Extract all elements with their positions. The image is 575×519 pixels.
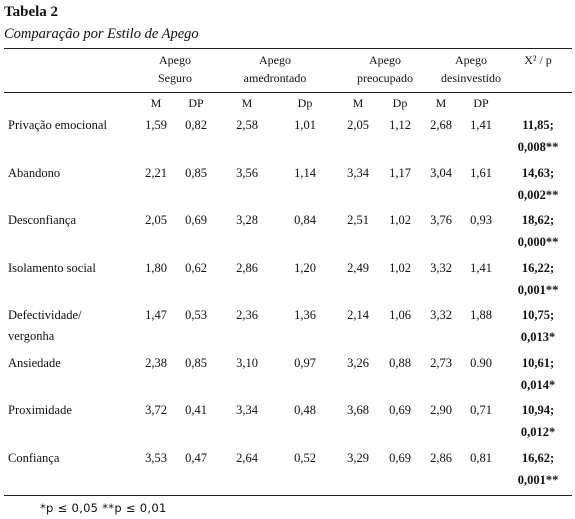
table-cell: 1,01 [294,118,316,132]
table-cell: 3,10 [236,355,258,370]
table-cell: 0,41 [185,403,207,417]
row-label: Privação emocional [8,118,107,132]
table-cell: 0,69 [185,213,207,227]
table-cell: 0,69 [389,403,411,417]
table-cell: 2,05 [347,118,369,132]
table-cell: 0,82 [185,118,207,132]
table-cell: 2,68 [430,118,452,132]
table-cell: 0,71 [470,403,492,417]
chi-square-value: 16,62; [521,450,555,465]
subheader-cell: M [241,96,253,110]
table-cell: 1,20 [294,260,316,275]
row-label: Proximidade [8,403,72,417]
table-cell: 3,28 [236,213,258,227]
subheader-cell: DP [188,96,204,110]
table-cell: 1,47 [145,308,167,322]
p-value: 0,013* [520,330,556,344]
table-cell: 0,88 [389,355,411,370]
table-cell: 1,36 [294,308,316,322]
table-cell: 1,41 [470,118,492,132]
table-cell: 2,05 [145,213,167,227]
table-cell: 1,17 [389,165,411,180]
table-cell: 2,90 [430,403,452,417]
chi-square-value: 18,62; [521,213,555,227]
group-header-line2: preocupado [357,71,413,85]
chi-square-value: 14,63; [521,165,555,180]
table-cell: 0,97 [294,355,316,370]
table-cell: 2,86 [236,260,258,275]
table-cell: 2,38 [145,355,167,370]
bottom-rule [4,495,572,496]
table-cell: 3,04 [430,165,452,180]
group-header-line1: Apego [455,53,487,67]
subheader-cell: M [435,96,447,110]
p-value: 0,014* [520,377,556,392]
table-cell: 0,48 [294,403,316,417]
table-cell: 3,76 [430,213,452,227]
row-label-continued: vergonha [8,329,55,343]
table-cell: 3,34 [347,165,369,180]
subheader-cell: M [352,96,364,110]
table-cell: 2,51 [347,213,369,227]
group-header-line2: amedrontado [243,71,307,85]
table-cell: 3,26 [347,355,369,370]
chi-square-value: 16,22; [521,260,555,275]
row-label: Desconfiança [8,213,77,227]
top-rule [4,48,572,49]
table-cell: 0,81 [470,450,492,465]
table-cell: 2,14 [347,308,369,322]
table-cell: 1,14 [294,165,316,180]
table-cell: 3,29 [347,450,369,465]
p-value: 0,001** [517,282,559,297]
table-cell: 3,72 [145,403,167,417]
table-cell: 0,47 [185,450,207,465]
header-rule [4,92,572,93]
table-cell: 0,85 [185,355,207,370]
table-cell: 3,32 [430,308,452,322]
table-cell: 0,69 [389,450,411,465]
table-cell: 3,53 [145,450,167,465]
subheader-cell: Dp [297,96,313,110]
chi-square-value: 11,85; [522,118,554,132]
row-label: Isolamento social [8,260,96,275]
table-cell: 2,21 [145,165,167,180]
table-cell: 2,58 [236,118,258,132]
table-cell: 1,06 [389,308,411,322]
row-label: Defectividade/ [8,308,82,322]
chi-square-value: 10,61; [521,355,555,370]
table-cell: 1,80 [145,260,167,275]
table-cell: 0,53 [185,308,207,322]
stat-header: X² / p [524,53,552,67]
table-subtitle: Comparação por Estilo de Apego [4,26,199,42]
table-cell: 2,49 [347,260,369,275]
table-cell: 0,84 [294,213,316,227]
table-title: Tabela 2 [4,4,59,20]
subheader-cell: Dp [392,96,408,110]
table-cell: 0,93 [470,213,492,227]
row-label: Ansiedade [8,355,61,370]
group-header-line1: Apego [159,53,191,67]
table-cell: 1,88 [470,308,492,322]
table-cell: 0,52 [294,450,316,465]
row-label: Confiança [8,450,60,465]
subheader-cell: DP [473,96,489,110]
table-cell: 2,64 [236,450,258,465]
row-label: Abandono [8,165,61,180]
table-cell: 3,32 [430,260,452,275]
group-header-line1: Apego [369,53,401,67]
p-value: 0,001** [517,472,559,487]
p-value: 0,008** [517,140,559,154]
table-cell: 0.90 [470,355,492,370]
table-cell: 1,59 [145,118,167,132]
table-cell: 3,34 [236,403,258,417]
chi-square-value: 10,94; [521,403,555,417]
p-value: 0,000** [517,235,559,249]
p-value: 0,002** [517,187,559,202]
group-header-line2: Seguro [158,71,192,85]
table-cell: 1,02 [389,213,411,227]
group-header-line1: Apego [259,53,291,67]
chi-square-value: 10,75; [521,308,555,322]
table-cell: 1,12 [389,118,411,132]
subheader-cell: M [150,96,162,110]
table-cell: 1,61 [470,165,492,180]
table-cell: 2,73 [430,355,452,370]
table-cell: 1,02 [389,260,411,275]
table-cell: 1,41 [470,260,492,275]
footnote: *p ≤ 0,05 **p ≤ 0,01 [40,501,167,515]
table-cell: 3,56 [236,165,258,180]
table-cell: 2,36 [236,308,258,322]
table-cell: 2,86 [430,450,452,465]
table-cell: 0,85 [185,165,207,180]
group-header-line2: desinvestido [441,71,501,85]
table-cell: 0,62 [185,260,207,275]
p-value: 0,012* [520,425,556,439]
table-cell: 3,68 [347,403,369,417]
